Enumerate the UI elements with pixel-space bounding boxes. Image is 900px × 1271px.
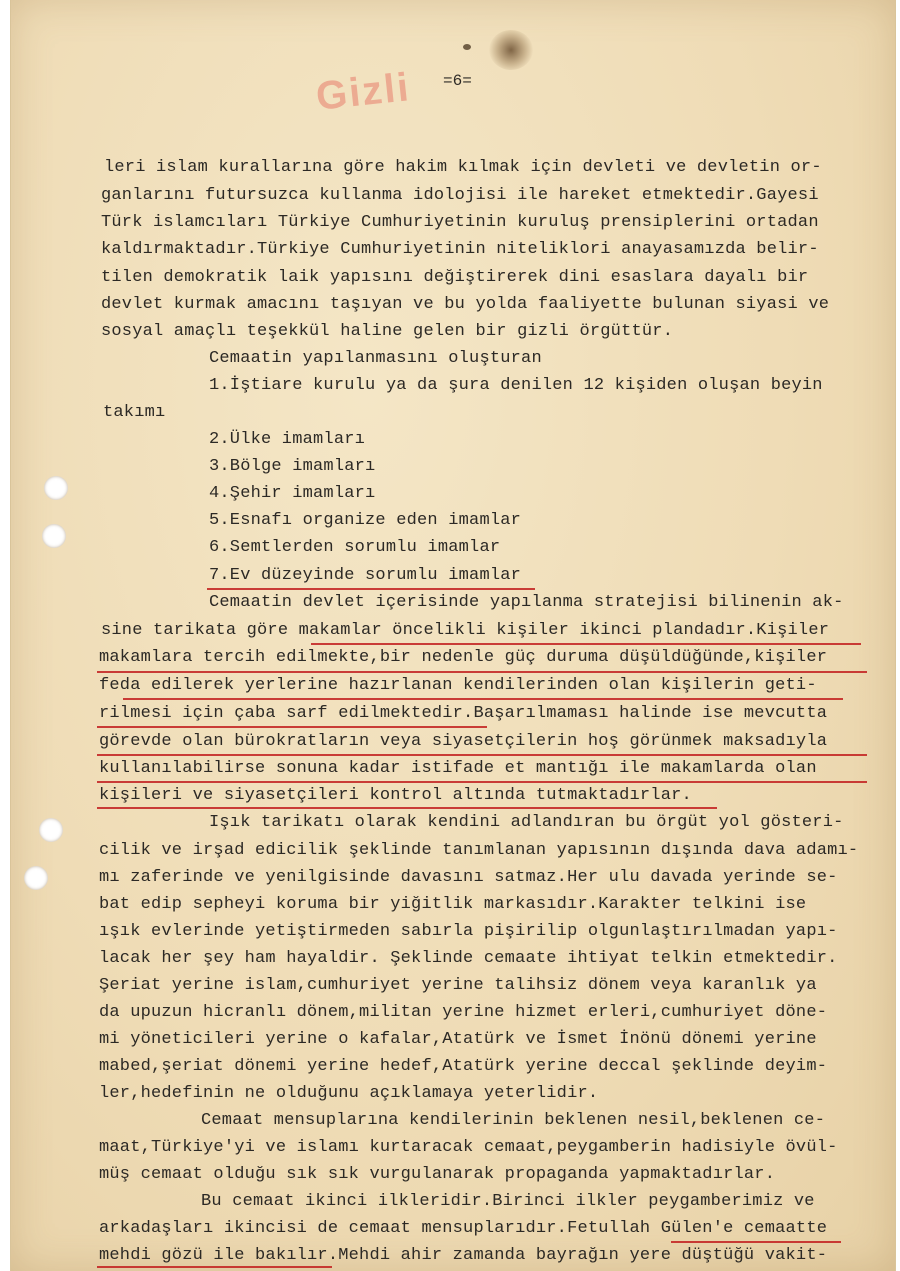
red-underline: [97, 807, 717, 809]
text-line: 1.İştiare kurulu ya da şura denilen 12 kişiden oluşan beyin: [209, 376, 823, 395]
text-line: kullanılabilirse sonuna kadar istifade et mantığı ile makamlarda olan: [99, 759, 817, 778]
text-line: Türk islamcıları Türkiye Cumhuriyetinin kuruluş prensiplerini ortadan: [101, 213, 819, 232]
text-line: Cemaatin yapılanmasını oluşturan: [209, 349, 542, 368]
text-line: makamlara tercih edilmekte,bir nedenle güç duruma düşüldüğünde,kişiler: [99, 648, 828, 667]
text-line: maat,Türkiye'yi ve islamı kurtaracak cemaat,peygamberin hadisiyle övül-: [99, 1138, 838, 1157]
text-line: Şeriat yerine islam,cumhuriyet yerine talihsiz dönem veya karanlık ya: [99, 976, 817, 995]
red-underline: [311, 643, 861, 645]
text-line: Cemaatin devlet içerisinde yapılanma stratejisi bilinenin ak-: [209, 593, 844, 612]
stain-mark: [489, 30, 533, 70]
page-number: =6=: [443, 72, 472, 90]
red-underline: [97, 726, 487, 728]
text-line: Bu cemaat ikinci ilkleridir.Birinci ilkler peygamberimiz ve: [201, 1192, 815, 1211]
text-line: arkadaşları ikincisi de cemaat mensuplarıdır.Fetullah Gülen'e cemaatte: [99, 1219, 828, 1238]
text-line: cilik ve irşad edicilik şeklinde tanımlanan yapısının dışında dava adamı-: [99, 841, 859, 860]
text-line: feda edilerek yerlerine hazırlanan kendilerinden olan kişilerin geti-: [99, 676, 817, 695]
punch-hole: [39, 818, 63, 842]
text-line: ler,hedefinin ne olduğunu açıklamaya yeterlidir.: [99, 1084, 599, 1103]
red-underline: [97, 671, 867, 673]
red-underline: [207, 588, 535, 590]
text-line: da upuzun hicranlı dönem,militan yerine hizmet erleri,cumhuriyet döne-: [99, 1003, 828, 1022]
text-line: görevde olan bürokratların veya siyasetçilerin hoş görünmek maksadıyla: [99, 732, 828, 751]
text-line: 4.Şehir imamları: [209, 484, 376, 503]
text-line: kişileri ve siyasetçileri kontrol altında tutmaktadırlar.: [99, 786, 692, 805]
text-line: 3.Bölge imamları: [209, 457, 376, 476]
text-line: ışık evlerinde yetiştirmeden sabırla pişirilip olgunlaştırılmadan yapı-: [99, 922, 838, 941]
red-underline: [97, 1266, 332, 1268]
red-underline: [671, 1241, 841, 1243]
text-line: kaldırmaktadır.Türkiye Cumhuriyetinin niteliklori anayasamızda belir-: [101, 240, 819, 259]
text-line: mı zaferinde ve yenilgisinde davasını satmaz.Her ulu davada yerinde se-: [99, 868, 838, 887]
text-line: leri islam kurallarına göre hakim kılmak için devleti ve devletin or-: [104, 158, 822, 177]
text-line: 2.Ülke imamları: [209, 430, 366, 449]
text-line: ganlarını futursuzca kullanma idolojisi ile hareket etmektedir.Gayesi: [101, 186, 819, 205]
text-line: sosyal amaçlı teşekkül haline gelen bir gizli örgüttür.: [101, 322, 674, 341]
punch-hole: [42, 524, 66, 548]
text-line: tilen demokratik laik yapısını değiştirerek dini esaslara dayalı bir: [101, 268, 809, 287]
red-underline: [97, 754, 867, 756]
text-line: Işık tarikatı olarak kendini adlandıran bu örgüt yol gösteri-: [209, 813, 844, 832]
text-line: mehdi gözü ile bakılır.Mehdi ahir zamanda bayrağın yere düştüğü vakit-: [99, 1246, 828, 1265]
text-line: sine tarikata göre makamlar öncelikli kişiler ikinci plandadır.Kişiler: [101, 621, 830, 640]
text-line: Cemaat mensuplarına kendilerinin beklenen nesil,beklenen ce-: [201, 1111, 826, 1130]
text-line: bat edip sepheyi koruma bir yiğitlik markasıdır.Karakter telkini ise: [99, 895, 807, 914]
punch-hole: [44, 476, 68, 500]
text-line: 7.Ev düzeyinde sorumlu imamlar: [209, 566, 522, 585]
red-underline: [97, 781, 867, 783]
text-line: mabed,şeriat dönemi yerine hedef,Atatürk yerine deccal şeklinde deyim-: [99, 1057, 828, 1076]
text-line: takımı: [103, 403, 166, 422]
text-line: mi yöneticileri yerine o kafalar,Atatürk ve İsmet İnönü dönemi yerine: [99, 1030, 817, 1049]
punch-hole: [24, 866, 48, 890]
red-underline: [123, 698, 843, 700]
text-line: müş cemaat olduğu sık sık vurgulanarak propaganda yapmaktadırlar.: [99, 1165, 776, 1184]
text-line: devlet kurmak amacını taşıyan ve bu yolda faaliyette bulunan siyasi ve: [101, 295, 830, 314]
document-page: [10, 0, 896, 1271]
text-line: 5.Esnafı organize eden imamlar: [209, 511, 522, 530]
confidential-stamp: Gizli: [313, 65, 413, 119]
ink-dot: [463, 44, 471, 50]
text-line: 6.Semtlerden sorumlu imamlar: [209, 538, 501, 557]
text-line: rilmesi için çaba sarf edilmektedir.Başarılmaması halinde ise mevcutta: [99, 704, 828, 723]
text-line: lacak her şey ham hayaldir. Şeklinde cemaate ihtiyat telkin etmektedir.: [99, 949, 838, 968]
